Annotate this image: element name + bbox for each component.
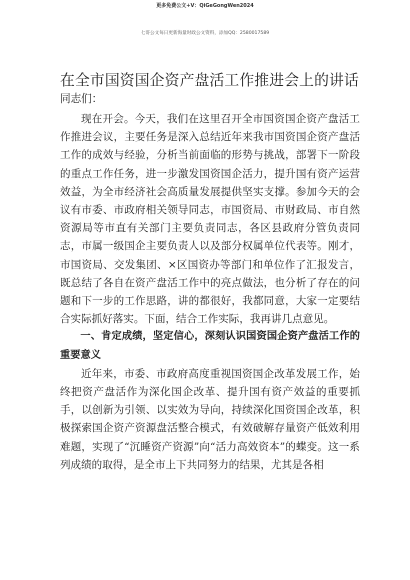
promo-subheader: 七哥公文每日更新海量时政公文资料，添加QQ：2580017589 [140, 31, 270, 36]
paragraph-section-1: 近年来，市委、市政府高度重视国资国企改革发展工作，始终把资产盘活作为深化国企改革、提升国有资产效益的重要抓手，以创新为引领、以实效为导向，持续深化国资国企改革，积极探索国企资产资源盘活整合模式，有效破解存量资产低效利用难题，实现了“沉睡资产资源”向“活力高效资本”的蝶变。这一系列成绩的取得，是全市上下共同努力的结果，尤其是各相 [60, 367, 360, 471]
greeting: 同志们： [60, 93, 103, 105]
document-title: 在全市国资国企资产盘活工作推进会上的讲话 [60, 72, 359, 89]
section-heading-1: 一、肯定成绩，坚定信心，深刻认识国资国企资产盘活工作的重要意义 [60, 331, 360, 361]
paragraph-intro: 现在开会。今天，我们在这里召开全市国资国企资产盘活工作推进会议，主要任务是深入总结近年来我市国资国企资产盘活工作的成效与经验，分析当前面临的形势与挑战，部署下一阶段的重点工作任务，进一步激发国资国企活力，提升国有资产运营效益，为全市经济社会高质量发展提供坚实支撑。参加今天的会议有市委、市政府相关领导同志，市国资局、市财政局、市自然资源局等市直有关部门主要负责同志，各区县政府分管负责同志，市属一级国企主要负责人以及部分权属单位代表等。刚才，市国资局、交发集团、×区国资办等部门和单位作了汇报发言，既总结了各自在资产盘活工作中的亮点做法，也分析了存在的问题和下一步的工作思路，讲的都很好，我都同意，大家一定要结合实际抓好落实。下面，结合工作实际，我再讲几点意见。 [60, 113, 360, 326]
promo-header: 更多免费公文+V：QiGeGongWen2024 [156, 3, 254, 9]
document-body [60, 110, 360, 474]
